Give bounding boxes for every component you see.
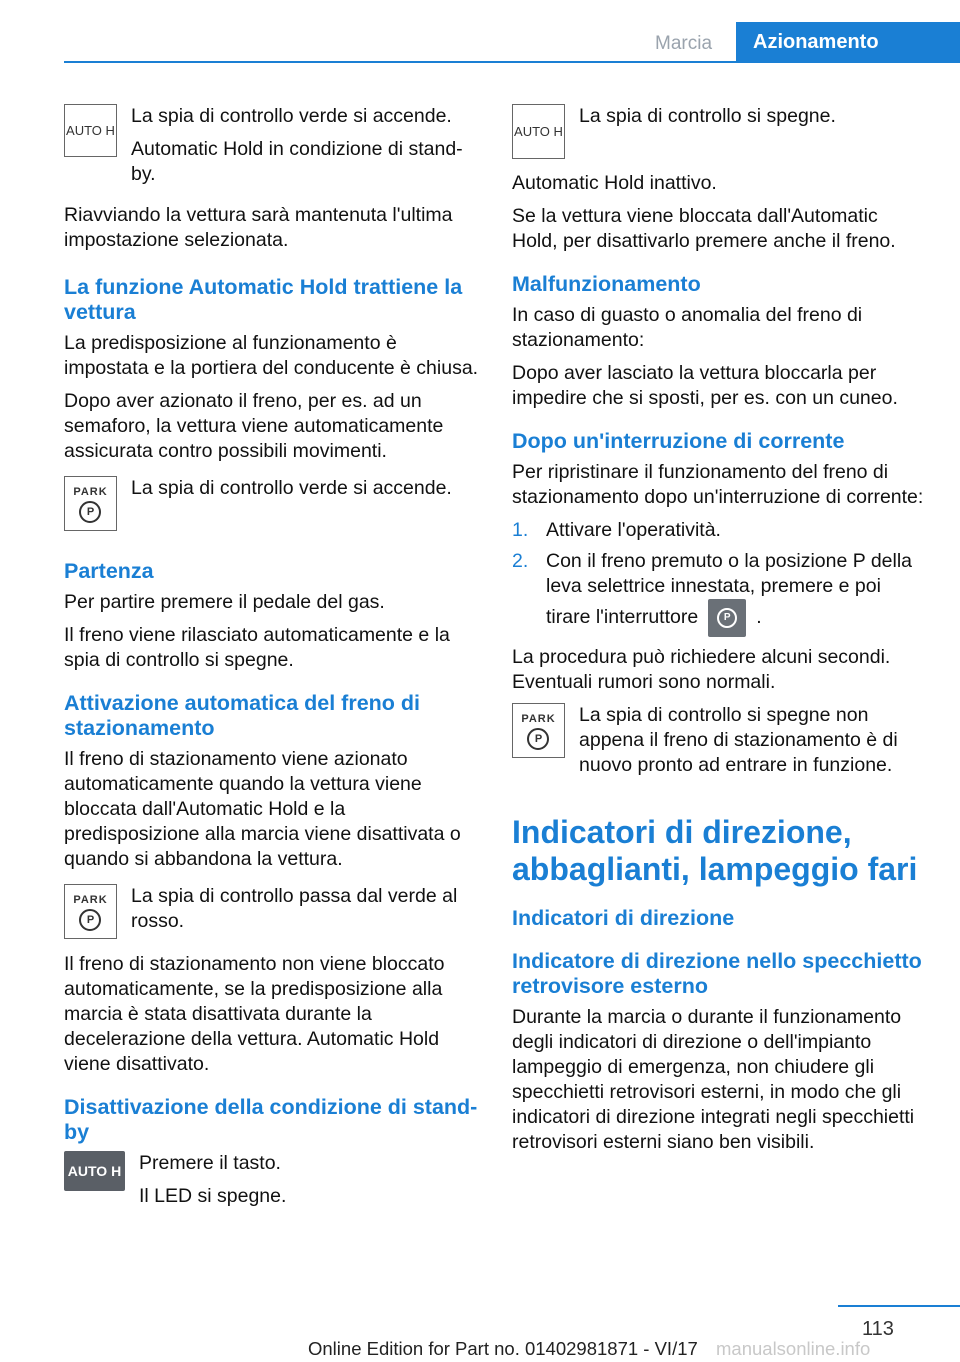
list-item [512, 549, 926, 637]
heading-partenza: Partenza [64, 559, 154, 583]
park-symbol: P [527, 728, 549, 750]
paragraph: La predisposizione al funzionamento è impostata e la portiera del conducente è chiusa. [64, 332, 479, 379]
paragraph: Premere il tasto. [139, 1152, 281, 1174]
paragraph: Dopo aver azionato il freno, per es. ad un semaforo, la vettura viene automaticamente assicurata contro possibili movimenti. [64, 390, 444, 462]
header-section: Marcia [655, 33, 713, 54]
paragraph: La procedura può richiedere alcuni secondi. Eventuali rumori sono normali. [512, 646, 891, 693]
auto-h-row [64, 104, 480, 195]
park-row [64, 476, 480, 531]
list-item [512, 518, 926, 543]
paragraph: La spia di controllo verde si accende. [131, 477, 452, 499]
watermark: manualsonline.info [716, 1338, 871, 1359]
steps-list [512, 518, 926, 637]
auto-h-icon: AUTO H [512, 104, 565, 159]
paragraph: Dopo aver lasciato la vettura bloccarla per impedire che si sposti, per es. con un cuneo. [512, 362, 898, 409]
heading-indicatori: Indicatori di direzione [512, 906, 735, 930]
list-text: Con il freno premuto o la posizione P della leva selettrice innestata, premere e poi tirare l'interruttore [546, 550, 913, 629]
park-symbol: P [79, 501, 101, 523]
park-word: PARK [73, 893, 108, 906]
park-icon [64, 884, 117, 939]
list-tail: . [756, 606, 762, 629]
auto-h-icon: AUTO H [64, 104, 117, 157]
paragraph: Se la vettura viene bloccata dall'Automatic Hold, per disattivarlo premere anche il freno. [512, 205, 896, 252]
park-row [512, 703, 926, 786]
park-word: PARK [521, 712, 556, 725]
list-number: 1. [512, 519, 529, 541]
paragraph: In caso di guasto o anomalia del freno di stazionamento: [512, 304, 863, 351]
paragraph: Il LED si spegne. [139, 1185, 287, 1207]
paragraph: La spia di controllo si spegne non appena il freno di stazionamento è di nuovo pronto ad entrare in funzione. [579, 704, 898, 776]
paragraph: Il freno di stazionamento viene azionato automaticamente quando la vettura viene bloccata dall'Automatic Hold e la predisposizione alla marcia viene disattivata o quando si abbandona la vettura. [64, 748, 461, 870]
heading-disattivazione: Disattivazione della condizione di stand-by [64, 1095, 478, 1144]
list-text: Attivare l'operatività. [546, 519, 721, 541]
paragraph: La spia di controllo passa dal verde al rosso. [131, 885, 458, 932]
paragraph: Per partire premere il pedale del gas. [64, 591, 385, 613]
heading-hold: La funzione Automatic Hold trattiene la vettura [64, 275, 463, 324]
list-number: 2. [512, 550, 529, 572]
paragraph: Il freno viene rilasciato automaticamente e la spia di controllo si spegne. [64, 624, 450, 671]
heading-specchietto: Indicatore di direzione nello specchietto retrovisore esterno [512, 949, 922, 998]
auto-h-row [512, 104, 926, 159]
paragraph: Per ripristinare il funzionamento del freno di stazionamento dopo un'interruzione di corrente: [512, 461, 924, 508]
page-number: 113 [862, 1318, 894, 1340]
heading-dopo-interruzione: Dopo un'interruzione di corrente [512, 429, 845, 453]
heading-malfunzionamento: Malfunzionamento [512, 272, 701, 296]
park-row [64, 884, 480, 942]
parking-brake-switch-icon [708, 599, 746, 637]
paragraph: La spia di controllo verde si accende. [131, 105, 452, 127]
header-rule [64, 61, 960, 63]
park-symbol: P [79, 909, 101, 931]
paragraph: Automatic Hold inattivo. [512, 172, 717, 194]
page-number-rule [838, 1305, 960, 1307]
park-symbol: P [717, 608, 737, 628]
paragraph: La spia di controllo si spegne. [579, 105, 836, 127]
heading-indicatori-main: Indicatori di direzione, abbaglianti, lampeggio fari [512, 814, 918, 887]
right-column [512, 104, 926, 1163]
auto-h-button-icon: AUTO H [64, 1151, 125, 1191]
park-icon [64, 476, 117, 531]
heading-attivazione: Attivazione automatica del freno di stazionamento [64, 691, 420, 740]
paragraph: Il freno di stazionamento non viene bloccato automaticamente, se la predisposizione alla marcia è stata disattivata durante la decelerazione della vettura. Automatic Hold viene disattivato. [64, 953, 445, 1075]
paragraph: Riavviando la vettura sarà mantenuta l'ultima impostazione selezionata. [64, 204, 453, 251]
paragraph: Durante la marcia o durante il funzionamento degli indicatori di direzione o dell'impianto lampeggio di emergenza, non chiudere gli specchietti retrovisori esterni, in modo che gli indicatori di direzione integrati negli specchietti retrovisori esterni siano ben visibili. [512, 1006, 915, 1153]
header-chapter: Azionamento [736, 22, 960, 61]
park-word: PARK [73, 485, 108, 498]
left-column [64, 104, 480, 1225]
auto-h-button-row [64, 1151, 480, 1217]
park-icon [512, 703, 565, 758]
footer-edition: Online Edition for Part no. 01402981871 - VI/17 [308, 1338, 698, 1359]
paragraph: Automatic Hold in condizione di stand-by. [131, 138, 463, 185]
